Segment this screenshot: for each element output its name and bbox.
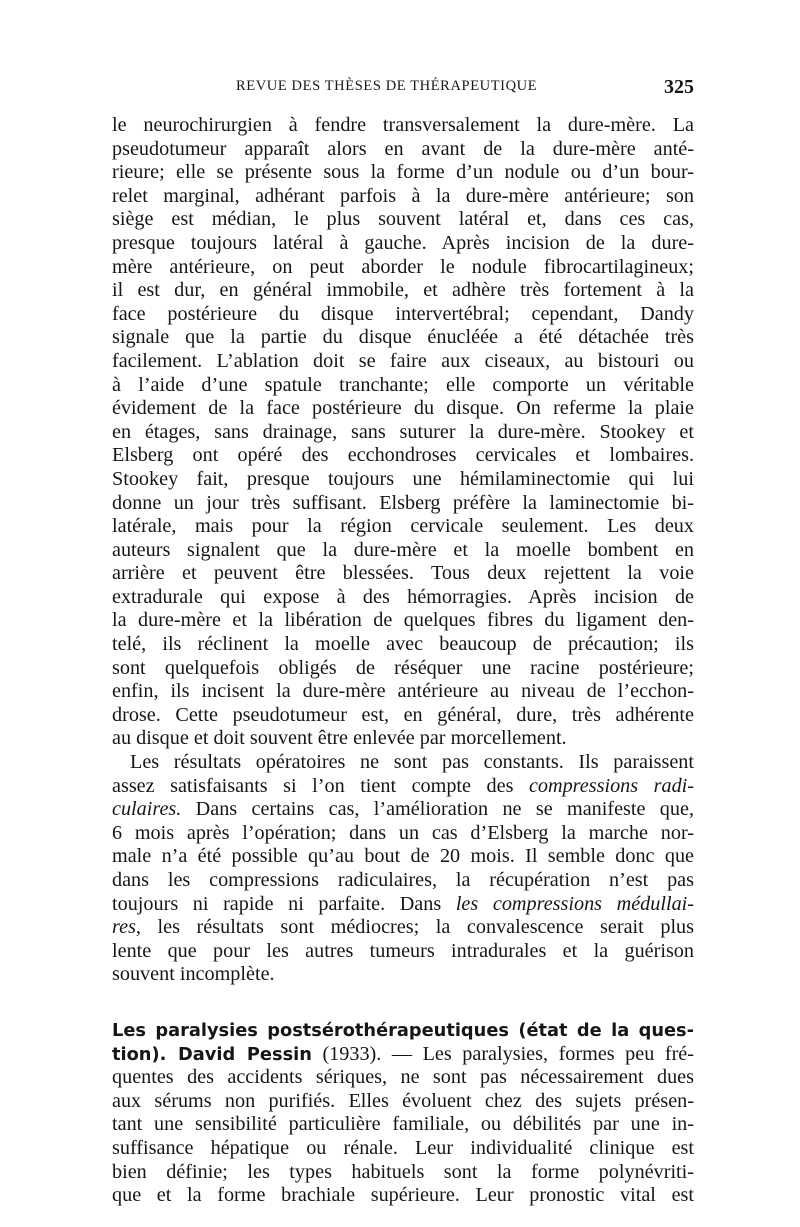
text-line: en étages, sans drainage, sans suturer la dure-mère. Stookey et bbox=[112, 420, 694, 443]
text-line-with-italic bbox=[112, 916, 694, 940]
text-segment: les résultats sont médiocres; la convalescence serait plus bbox=[140, 916, 694, 939]
page-number: 325 bbox=[664, 76, 694, 98]
journal-title: REVUE DES THÈSES DE THÉRAPEUTIQUE bbox=[236, 78, 538, 94]
section-title-continuation bbox=[112, 1043, 694, 1067]
text-line: enfin, ils incisent la dure-mère antérieure au niveau de l’ecchon- bbox=[112, 680, 694, 703]
text-line-with-italic bbox=[112, 893, 694, 917]
text-line: arrière et peuvent être blessées. Tous deux rejettent la voie bbox=[112, 562, 694, 585]
text-line: quentes des accidents sériques, ne sont pas nécessairement dues bbox=[112, 1066, 694, 1089]
postserotherapy-paralysis-section bbox=[112, 1019, 694, 1208]
text-line: auteurs signalent que la dure-mère et la moelle bombent en bbox=[112, 538, 694, 561]
text-line: rieure; elle se présente sous la forme d’un nodule ou d’un bour- bbox=[112, 161, 694, 184]
text-line: 6 mois après l’opération; dans un cas d’Elsberg la marche nor- bbox=[112, 821, 694, 844]
text-line: souvent incomplète. bbox=[112, 963, 275, 986]
text-line: presque toujours latéral à gauche. Après incision de la dure- bbox=[112, 231, 694, 254]
text-line: que et la forme brachiale supérieure. Leur pronostic vital est bbox=[112, 1184, 694, 1207]
text-line-with-italic bbox=[112, 798, 694, 822]
text-line: aux sérums non purifiés. Elles évoluent chez des sujets présen- bbox=[112, 1089, 694, 1112]
text-line: mère antérieure, on peut aborder le nodule fibrocartilagineux; bbox=[112, 255, 694, 278]
italic-term: res, bbox=[112, 916, 141, 939]
text-line: évidement de la face postérieure du disque. On referme la plaie bbox=[112, 397, 694, 420]
text-line: dans les compressions radiculaires, la récupération n’est pas bbox=[112, 869, 694, 891]
text-line: au disque et doit souvent être enlevée par morcellement. bbox=[112, 727, 567, 750]
text-segment: toujours ni rapide ni parfaite. Dans bbox=[112, 892, 456, 915]
text-line: suffisance hépatique ou rénale. Leur individualité clinique est bbox=[112, 1136, 694, 1159]
text-line: à l’aide d’une spatule tranchante; elle comporte un véritable bbox=[112, 373, 694, 396]
text-line: Elsberg ont opéré des ecchondroses cervicales et lombaires. bbox=[112, 444, 694, 467]
text-line: drose. Cette pseudotumeur est, en général, dure, très adhérente bbox=[112, 703, 694, 726]
document-page bbox=[112, 76, 694, 1208]
text-line: face postérieure du disque intervertébral; cependant, Dandy bbox=[112, 302, 694, 325]
text-line: Les résultats opératoires ne sont pas constants. Ils paraissent bbox=[130, 751, 694, 774]
text-line: le neurochirurgien à fendre transversalement la dure-mère. La bbox=[112, 114, 694, 136]
text-line: tant une sensibilité particulière familiale, ou débilités par une in- bbox=[112, 1113, 694, 1136]
text-segment: assez satisfaisants si l’on tient compte des bbox=[112, 774, 529, 797]
text-line: pseudotumeur apparaît alors en avant de la dure-mère anté- bbox=[112, 137, 694, 160]
text-line: relet marginal, adhérant parfois à la dure-mère antérieure; son bbox=[112, 184, 694, 207]
text-line: la dure-mère et la libération de quelques fibres du ligament den- bbox=[112, 609, 694, 632]
text-line: lente que pour les autres tumeurs intradurales et la guérison bbox=[112, 939, 694, 962]
italic-term: culaires. bbox=[112, 798, 182, 821]
text-line: latérale, mais pour la région cervicale seulement. Les deux bbox=[112, 515, 694, 538]
section-title: Les paralysies postsérothérapeutiques (état de la ques- bbox=[112, 1019, 694, 1041]
surgical-technique-paragraph bbox=[112, 114, 694, 751]
text-line: facilement. L’ablation doit se faire aux ciseaux, au bistouri ou bbox=[112, 349, 694, 372]
author-heading: tion). David Pessin bbox=[112, 1043, 312, 1065]
italic-term: les compressions médullai- bbox=[455, 892, 694, 915]
text-line: telé, ils réclinent la moelle avec beaucoup de précaution; ils bbox=[112, 633, 694, 656]
text-line: signale que la partie du disque énucléée a été détachée très bbox=[112, 326, 694, 349]
text-line: male n’a été possible qu’au bout de 20 mois. Il semble donc que bbox=[112, 845, 694, 868]
paragraph-spacing bbox=[112, 987, 694, 1019]
italic-term: compressions radi- bbox=[528, 774, 694, 797]
running-header bbox=[112, 76, 694, 100]
text-segment: (1933). — Les paralysies, formes peu fré- bbox=[311, 1042, 694, 1065]
text-line: Stookey fait, presque toujours une hémilaminectomie qui lui bbox=[112, 467, 694, 490]
text-line-with-italic bbox=[112, 775, 694, 799]
text-line: sont quelquefois obligés de réséquer une racine postérieure; bbox=[112, 656, 694, 679]
text-line: extradurale qui expose à des hémorragies. Après incision de bbox=[112, 585, 694, 608]
text-line: donne un jour très suffisant. Elsberg préfère la laminectomie bi- bbox=[112, 491, 694, 514]
text-segment: Dans certains cas, l’amélioration ne se manifeste que, bbox=[181, 798, 694, 821]
results-paragraph bbox=[112, 751, 694, 987]
text-line: il est dur, en général immobile, et adhère très fortement à la bbox=[112, 279, 694, 302]
text-line: bien définie; les types habituels sont la forme polynévriti- bbox=[112, 1160, 694, 1183]
text-line: siège est médian, le plus souvent latéral et, dans ces cas, bbox=[112, 208, 694, 231]
